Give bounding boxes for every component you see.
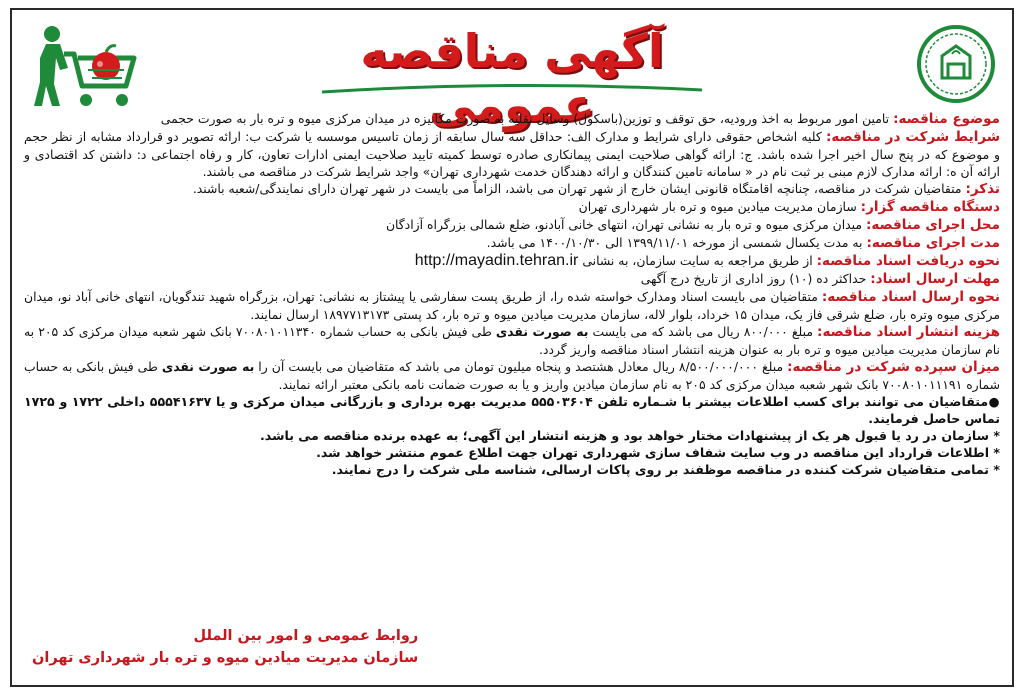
tender-notice bbox=[10, 8, 1014, 687]
cost-paragraph bbox=[24, 323, 1000, 358]
subject-paragraph bbox=[24, 110, 1000, 128]
receive-text: از طریق مراجعه به سایت سازمان، به نشانی bbox=[582, 253, 813, 268]
deadline-text: حداکثر ده (۱۰) روز اداری از تاریخ درج آگهی bbox=[640, 271, 867, 286]
deposit-paragraph bbox=[24, 358, 1000, 393]
subject-text: تامین امور مربوط به اخذ ورودیه، حق توقف و توزین(باسکول) وسایل نقلیه به صورت مکانیزه در میدان مرکزی میوه و تره بار به صورت حجمی bbox=[160, 111, 890, 126]
cost-text-a: مبلغ ۸۰۰/۰۰۰ ریال می باشد که می بایست bbox=[592, 324, 813, 339]
note-paragraph bbox=[24, 180, 1000, 198]
duration-paragraph bbox=[24, 234, 1000, 252]
send-label: نحوه ارسال اسناد مناقصه: bbox=[821, 289, 1000, 305]
receive-label: نحوه دریافت اسناد مناقصه: bbox=[816, 253, 1000, 269]
notice-body bbox=[24, 110, 1000, 478]
organizer-paragraph bbox=[24, 198, 1000, 216]
send-text: متقاضیان می بایست اسناد ومدارک خواسته شده را، از طریق پست سفارشی یا پیشتاز به نشانی: تهران، بزرگراه شهید تندگویان، انتهای خانی آباد نو، میدان مرکزی میوه وتره بار، ضلع شرقی فاز یک، میدان ۱۵ خرداد، بلوار لاله، سازمان مدیریت میادین میوه و تره بار، کد پستی ۱۸۹۷۷۱۳۱۷۳ ارسال نمایند. bbox=[24, 289, 1000, 322]
deposit-text-a: مبلغ ۸/۵۰۰/۰۰۰/۰۰۰ ریال معادل هشتصد و پنجاه میلیون تومان می باشد که متقاضیان می بایست آن را bbox=[258, 359, 784, 374]
deposit-label: میزان سپرده شرکت در مناقصه: bbox=[787, 359, 1000, 375]
footer-department: روابط عمومی و امور بین الملل bbox=[193, 628, 419, 644]
title-underline-decoration bbox=[312, 82, 712, 96]
cost-cash-emphasis: به صورت نقدی bbox=[495, 324, 589, 339]
website-link[interactable]: http://mayadin.tehran.ir bbox=[414, 252, 579, 269]
bullet-national-id: * تمامی متقاضیان شرکت کننده در مناقصه موظفند بر روی پاکات ارسالی، شناسه ملی شرکت را درج نمایند. bbox=[331, 462, 1000, 477]
organizer-text: سازمان مدیریت میادین میوه و تره بار شهرداری تهران bbox=[578, 199, 857, 214]
bullet-rejection: * سازمان در رد یا قبول هر یک از پیشنهادات مختار خواهد بود و هزینه انتشار این آگهی؛ به عهده برنده مناقصه می باشد. bbox=[260, 428, 1000, 443]
contact-bullet: ●متقاضیان می توانند برای کسب اطلاعات بیشتر با شـماره تلفن ۵۵۵۰۳۶۰۴ مدیریت بهره برداری و بازرگانی میدان مرکزی و یا ۵۵۵۴۱۶۳۷ داخلی ۱۷۲۲ و ۱۷۲۵ تماس حاصل فرمایند. bbox=[24, 394, 1000, 426]
footer-organization: سازمان مدیریت میادین میوه و تره بار شهرداری تهران bbox=[32, 650, 419, 666]
receive-paragraph bbox=[24, 252, 1000, 270]
conditions-paragraph bbox=[24, 128, 1000, 180]
location-text: میدان مرکزی میوه و تره بار به نشانی تهران، انتهای خانی آبادنو، ضلع شمالی بزرگراه آزادگان bbox=[385, 217, 863, 232]
duration-label: مدت اجرای مناقصه: bbox=[866, 235, 1000, 251]
deadline-label: مهلت ارسال اسناد: bbox=[870, 271, 1000, 287]
tehran-municipality-emblem-icon bbox=[916, 24, 996, 104]
duration-text: به مدت یکسال شمسی از مورخه ۱۳۹۹/۱۱/۰۱ الی ۱۴۰۰/۱۰/۳۰ می باشد. bbox=[486, 235, 863, 250]
conditions-label: شرایط شرکت در مناقصه: bbox=[826, 129, 1000, 145]
location-label: محل اجرای مناقصه: bbox=[866, 217, 1000, 233]
location-paragraph bbox=[24, 216, 1000, 234]
organizer-label: دستگاه مناقصه گزار: bbox=[860, 199, 1000, 215]
send-paragraph bbox=[24, 288, 1000, 323]
notice-title: آگهی مناقصه عمومی bbox=[360, 24, 664, 132]
notice-footer bbox=[32, 625, 418, 669]
subject-label: موضوع مناقصه: bbox=[893, 111, 1000, 127]
bullet-transparency: * اطلاعات قرارداد این مناقصه در وب سایت شفاف سازی شهرداری تهران جهت اطلاع عموم منتشر خواهد شد. bbox=[316, 445, 1000, 460]
note-label: تذکر: bbox=[965, 181, 1000, 197]
conditions-text: کلیه اشخاص حقوقی دارای شرایط و مدارک الف: حداقل سه سال سابقه از زمان تاسیس موسسه یا شرکت ب: ارائه تصویر دو قرارداد مشابه از نظر حجم و موضوع که در پنج سال اخیر اجرا شده باشد. ج: ارائه گواهی صلاحیت ایمنی پیمانکاری صادره توسط کمیته تایید صلاحیت ایمنی ادارات تعاون، کار و رفاه اجتماعی د: داشتن کد اقتصادی و ارائه آن ه: ارائه مدارک لازم مبنی بر ثبت نام در « سامانه تامین کنندگان و ارائه دهندگان خدمت شهرداری تهران» واجد شرایط شرکت در مناقصه می باشند. bbox=[24, 129, 1000, 179]
shopping-cart-fruit-icon bbox=[30, 24, 140, 110]
deadline-paragraph bbox=[24, 270, 1000, 288]
deposit-text-b: طی فیش بانکی به حساب شماره ۷۰۰۸۰۱۰۱۱۱۹۱ بانک شهر شعبه میدان مرکزی کد ۲۰۵ به نام سازمان میادین واریز و یا به صورت ضمانت نامه بانکی معتبر ارائه نمایند. bbox=[24, 359, 1000, 392]
note-text: متقاضیان شرکت در مناقصه، چنانچه اقامتگاه قانونی ایشان خارج از شهر تهران می باشد، الزاماً می بایست در شهر تهران دارای نمایندگی/شعبه باشند. bbox=[192, 181, 962, 196]
cost-text-b: طی فیش بانکی به حساب شماره ۷۰۰۸۰۱۰۱۱۳۴۰ بانک شهر شعبه میدان مرکزی کد ۲۰۵ به نام سازمان مدیریت میادین میوه و تره بار به عنوان هزینه انتشار اسناد مناقصه واریز گردد. bbox=[24, 324, 1000, 357]
cost-label: هزینه انتشار اسناد مناقصه: bbox=[817, 324, 1000, 340]
deposit-cash-emphasis: به صورت نقدی bbox=[161, 359, 255, 374]
